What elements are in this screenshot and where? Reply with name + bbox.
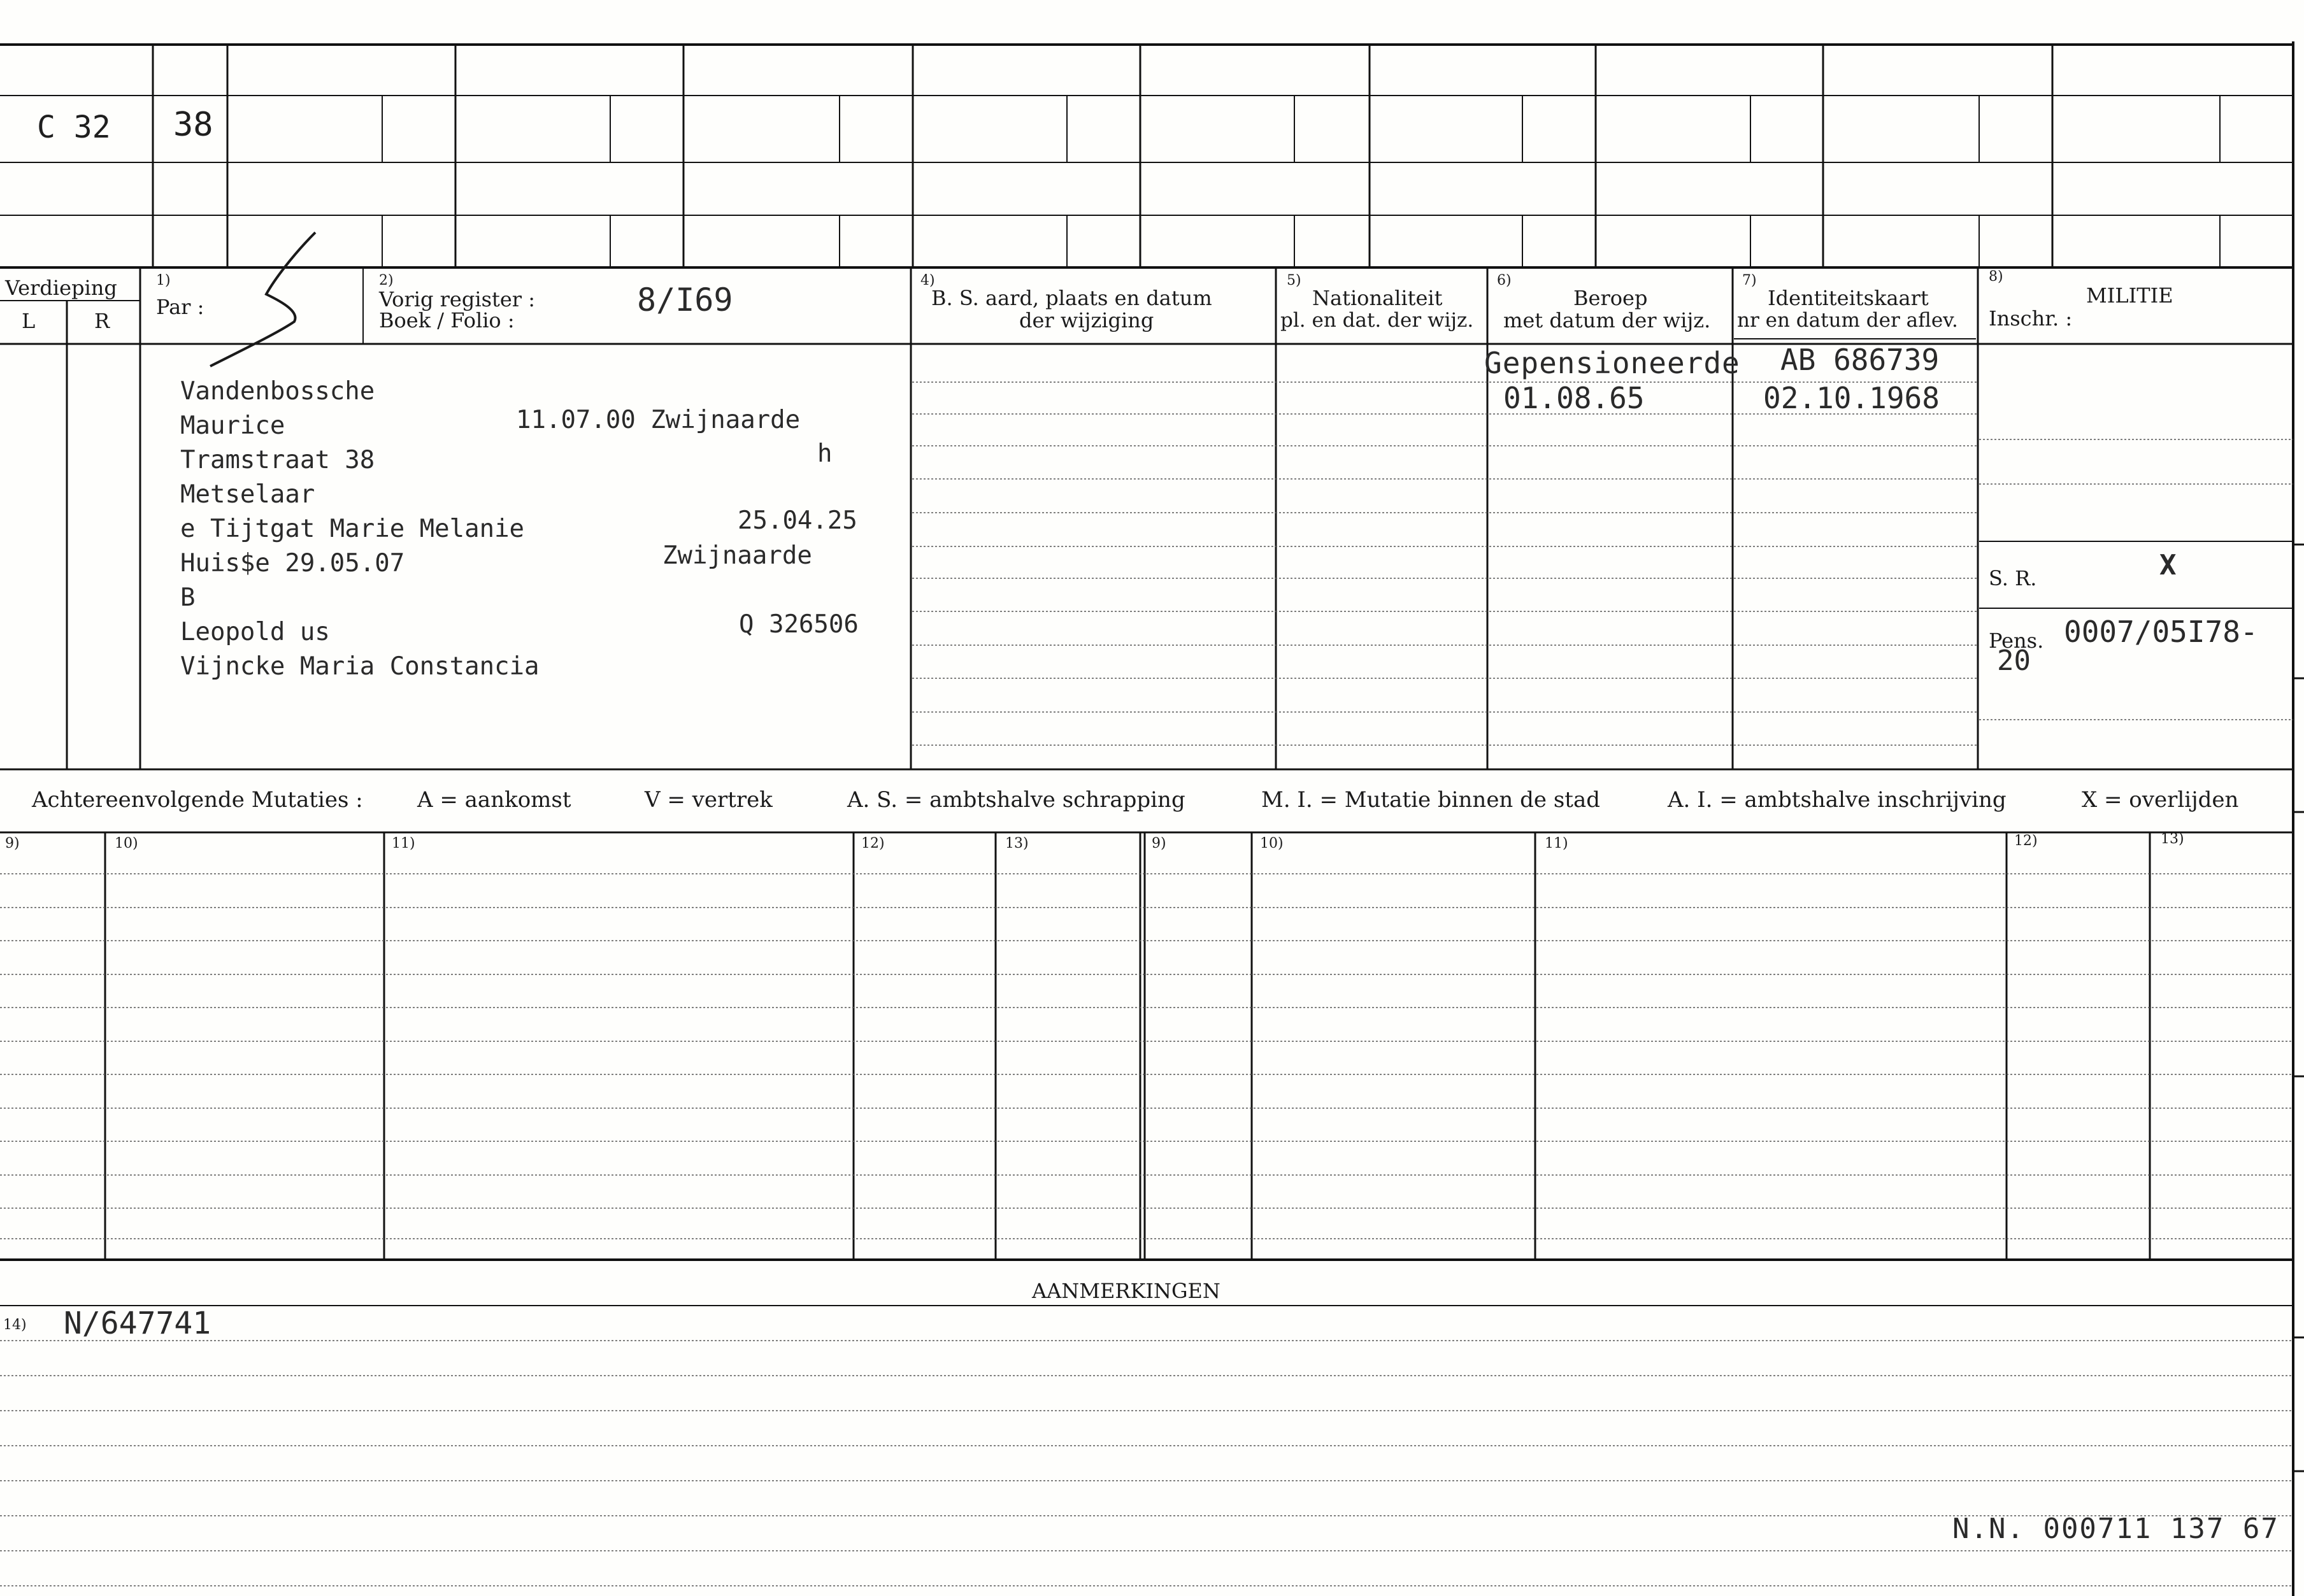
bs-header-line2: der wijziging: [1019, 308, 1154, 332]
register-number: 38: [173, 106, 213, 144]
person-line-2: Maurice: [180, 411, 285, 440]
person-line-1: Vandenbossche: [180, 377, 375, 406]
beroep-header-line2: met datum der wijz.: [1503, 308, 1711, 332]
boek-folio-label: Boek / Folio :: [379, 308, 515, 332]
mut-col-13a: 13): [1005, 836, 1029, 851]
mutation-legend-mi: M. I. = Mutatie binnen de stad: [1261, 787, 1600, 813]
person-line-6: Huis$e 29.05.07: [180, 549, 405, 578]
vorig-register-value: 8/I69: [637, 281, 733, 318]
person-line-5: e Tijtgat Marie Melanie: [180, 515, 525, 543]
remark-number-14: 14): [3, 1317, 27, 1333]
mutation-legend-x: X = overlijden: [2082, 787, 2239, 813]
field-number-6: 6): [1497, 273, 1512, 289]
mutation-legend-v: V = vertrek: [645, 787, 773, 813]
nn-number: N.N. 000711 137 67: [1952, 1513, 2279, 1545]
beroep-header-line1: Beroep: [1573, 286, 1648, 310]
mutation-legend-as: A. S. = ambtshalve schrapping: [847, 787, 1185, 813]
h-mark: h: [817, 439, 833, 468]
aanmerkingen-title: AANMERKINGEN: [1032, 1279, 1220, 1303]
person-line-8: Leopold us: [180, 618, 330, 646]
remark-14-value: N/647741: [64, 1306, 211, 1341]
place-2: Zwijnaarde: [662, 541, 812, 570]
field-number-1: 1): [156, 273, 171, 289]
mut-col-11a: 11): [392, 836, 415, 851]
sr-value: X: [2159, 549, 2177, 581]
person-line-9: Vijncke Maria Constancia: [180, 652, 540, 681]
vorig-register-label: Vorig register :: [379, 287, 536, 311]
mut-col-11b: 11): [1545, 836, 1568, 851]
mut-col-9b: 9): [1152, 836, 1166, 851]
nationaliteit-header-line1: Nationaliteit: [1312, 286, 1443, 310]
mut-col-13b: 13): [2161, 831, 2184, 847]
mut-col-10a: 10): [115, 836, 138, 851]
militie-header: MILITIE: [2086, 283, 2173, 308]
sr-label: S. R.: [1989, 566, 2037, 590]
q-number: Q 326506: [739, 610, 859, 639]
pens-label: Pens.: [1989, 629, 2044, 653]
pens-value-line2: 20: [1997, 645, 2031, 677]
nationaliteit-header-line2: pl. en dat. der wijz.: [1280, 309, 1474, 332]
id-date: 02.10.1968: [1763, 381, 1940, 415]
field-number-5: 5): [1287, 273, 1301, 289]
verdieping-r: R: [94, 309, 110, 333]
bs-header-line1: B. S. aard, plaats en datum: [931, 286, 1212, 310]
mutation-legend-a: A = aankomst: [417, 787, 571, 813]
verdieping-l: L: [22, 309, 36, 333]
field-number-7: 7): [1742, 273, 1757, 289]
pens-value-line1: 0007/05I78-: [2064, 615, 2258, 649]
mutations-title: Achtereenvolgende Mutaties :: [32, 787, 363, 813]
mut-col-9a: 9): [5, 836, 20, 851]
field-number-8: 8): [1989, 269, 2003, 285]
person-line-7: B: [180, 583, 196, 612]
field-number-4: 4): [920, 273, 935, 289]
par-signature-scribble: [210, 232, 315, 366]
mutation-legend-ai: A. I. = ambtshalve inschrijving: [1668, 787, 2007, 813]
identiteitskaart-header-line2: nr en datum der aflev.: [1737, 309, 1958, 332]
beroep-value: Gepensioneerde: [1484, 346, 1740, 380]
inschr-label: Inschr. :: [1989, 306, 2073, 331]
register-code: C 32: [37, 110, 111, 145]
mut-col-12b: 12): [2014, 833, 2038, 849]
date-2: 25.04.25: [738, 506, 857, 535]
person-line-3: Tramstraat 38: [180, 446, 375, 474]
verdieping-header: Verdieping: [5, 276, 117, 300]
id-number: AB 686739: [1780, 343, 1940, 377]
field-number-2: 2): [379, 273, 394, 289]
mut-col-12a: 12): [861, 836, 885, 851]
par-label: Par :: [156, 295, 204, 319]
person-line-4: Metselaar: [180, 480, 315, 509]
mut-col-10b: 10): [1260, 836, 1284, 851]
birth-date-place: 11.07.00 Zwijnaarde: [516, 406, 801, 434]
identiteitskaart-header-line1: Identiteitskaart: [1768, 286, 1929, 310]
beroep-date: 01.08.65: [1503, 381, 1645, 415]
